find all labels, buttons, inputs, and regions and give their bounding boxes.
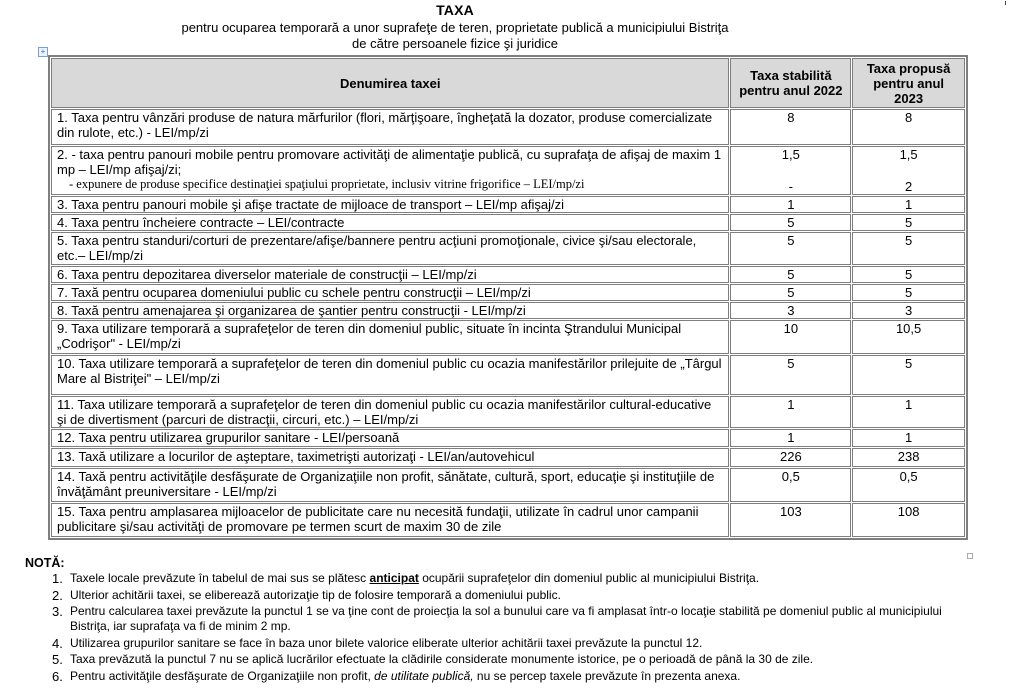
table-row (51, 429, 965, 447)
row-rate-2022: 5 (730, 214, 851, 231)
note-text: Pentru activităţile desfăşurate de Organizaţiile non profit, (70, 668, 375, 683)
table-header-row (51, 58, 965, 108)
row-rate-2023-sub: 2 (905, 179, 913, 194)
table-row (51, 468, 965, 502)
header-rate-2022: Taxa stabilită pentru anul 2022 (730, 58, 851, 108)
row-rate-2023: 108 (852, 503, 965, 537)
row-name: 10. Taxa utilizare temporară a suprafeţelor de teren din domeniul public cu ocazia manifestărilor prilejuite de „Târgul Mare al Bistriţei" – LEI/mp/zi (51, 355, 729, 395)
table-row (51, 448, 965, 467)
row-name: 1. Taxa pentru vânzări produse de natura mărfurilor (flori, mărţişoare, îngheţată la dozator, produse comercializate din rulote, etc.) - LEI/mp/zi (51, 109, 729, 145)
row-name: 15. Taxa pentru amplasarea mijloacelor de publicitate care nu necesită fundaţii, utilizate în cadrul unor campanii publicitare şi/sau activităţi de promovare pe termen scurt de maxim 30 de zile (51, 503, 729, 537)
row-rate-2022: 1 (730, 396, 851, 428)
row-rate-2023: 1 (852, 196, 965, 213)
note-text: Ulterior achitării taxei, se eliberează autorizaţie tip de folosire temporară a domeniului public. (70, 587, 561, 602)
note-number: 6. (52, 668, 63, 684)
row-name: 7. Taxă pentru ocuparea domeniului public cu schele pentru construcţii – LEI/mp/zi (51, 284, 729, 301)
row-rate-2022: 5 (730, 266, 851, 283)
note-number: 2. (52, 587, 63, 603)
note-number: 1. (52, 571, 63, 586)
row-rate-2023-main: 1,5 (899, 147, 918, 162)
row-rate-2022-main: 1,5 (781, 147, 800, 162)
row-name: 6. Taxa pentru depozitarea diverselor materiale de construcţii – LEI/mp/zi (51, 266, 729, 283)
row-rate-2022: 10 (730, 320, 851, 354)
row-rate-2023: 5 (852, 355, 965, 395)
row-rate-2022: 5 (730, 284, 851, 301)
row-rate-2023: 1 (852, 396, 965, 428)
row-name: 3. Taxa pentru panouri mobile şi afişe tractate de mijloace de transport – LEI/mp afişaj/zi (51, 196, 729, 213)
table-row (51, 232, 965, 265)
header-name: Denumirea taxei (51, 58, 729, 108)
row-rate-2022: 8 (730, 109, 851, 145)
row-rate-2023: 238 (852, 448, 965, 467)
row-rate-2022: 1 (730, 196, 851, 213)
note-text: nu se percep taxele prevăzute în prezenta anexa. (473, 668, 741, 683)
row-name (51, 146, 729, 195)
note-text: Taxa prevăzută la punctul 7 nu se aplică lucrărilor efectuate la clădirile considerate monumente istorice, pe o perioadă de până la 30 de zile. (70, 652, 814, 666)
row-name: 13. Taxă utilizare a locurilor de aşteptare, taximetrişti autorizaţi - LEI/an/autovehicul (51, 448, 729, 467)
row-rate-2022: 5 (730, 232, 851, 265)
row-rate-2022: 5 (730, 355, 851, 395)
table-resize-handle-icon[interactable] (967, 553, 973, 559)
row-name: 14. Taxă pentru activităţile desfăşurate de Organizaţiile non profit, sănătate, cultură, sport, educaţie şi instituţiile de învăţământ preuniversitare - LEI/mp/zi (51, 468, 729, 502)
row-name: 12. Taxa pentru utilizarea grupurilor sanitare - LEI/persoană (51, 429, 729, 447)
header-rate-2023: Taxa propusă pentru anul 2023 (852, 58, 965, 108)
note-item (52, 636, 1012, 651)
row-rate-2023: 3 (852, 302, 965, 319)
table-row (51, 396, 965, 428)
document-title: TAXA (436, 2, 474, 18)
row-rate-2023: 5 (852, 232, 965, 265)
note-text: Utilizarea grupurilor sanitare se face în baza unor bilete valorice eliberate ulterior achitării taxei prevăzute la punctul 12. (70, 635, 703, 650)
row-rate-2023: 5 (852, 266, 965, 283)
row-name: 5. Taxa pentru standuri/corturi de prezentare/afişe/bannere pentru acţiuni promoţionale, civice şi/sau electorale, etc.– LEI/mp/zi (51, 232, 729, 265)
note-number: 4. (52, 635, 63, 651)
table-move-handle-icon[interactable]: + (38, 47, 48, 57)
note-text: Pentru calcularea taxei prevăzute la punctul 1 se va ţine cont de proiecţia la sol a bunului care va fi amplasat într-o locaţie stabilită pe domeniul public al municipiului Bistriţa, iar suprafaţa va fi de minim 2 mp. (70, 604, 942, 633)
note-text: Taxele locale prevăzute în tabelul de mai sus se plătesc (70, 571, 370, 585)
row-rate-2023: 0,5 (852, 468, 965, 502)
page-corner-mark (1005, 1, 1006, 5)
row-name: 11. Taxa utilizare temporară a suprafeţelor de teren din domeniul public cu ocazia manifestărilor cultural-educative şi de divertisment (parcuri de distracţii, circuri, etc.) – LEI/mp/zi (51, 396, 729, 428)
row-rate-2022: 226 (730, 448, 851, 467)
row-name-sub: - expunere de produse specifice destinaţiei spaţiului proprietate, inclusiv vitrine frigorifice – LEI/mp/zi (69, 177, 585, 191)
row-rate-2022 (730, 146, 851, 195)
table-row (51, 214, 965, 231)
note-item (52, 604, 1012, 634)
table-row (51, 266, 965, 283)
row-rate-2022: 1 (730, 429, 851, 447)
table-row (51, 302, 965, 319)
row-rate-2023: 8 (852, 109, 965, 145)
row-rate-2023: 1 (852, 429, 965, 447)
document-subtitle-line2: de către persoanele fizice şi juridice (352, 36, 558, 51)
row-rate-2023: 5 (852, 214, 965, 231)
table-row (51, 146, 965, 195)
note-item (52, 669, 1012, 684)
table-row (51, 320, 965, 354)
notes-title: NOTĂ: (25, 556, 65, 570)
note-item (52, 652, 1012, 667)
row-name: 4. Taxa pentru încheiere contracte – LEI/contracte (51, 214, 729, 231)
note-text: ocupării suprafeţelor din domeniul public al municipiului Bistriţa. (418, 571, 760, 585)
table-row (51, 196, 965, 213)
table-row (51, 284, 965, 301)
table-row (51, 503, 965, 537)
table-row (51, 109, 965, 145)
row-rate-2023 (852, 146, 965, 195)
row-name: 9. Taxa utilizare temporară a suprafeţelor de teren din domeniul public, situate în incinta Ştrandului Municipal „Codrişor" - LEI/mp/zi (51, 320, 729, 354)
note-item (52, 571, 1012, 586)
row-rate-2023: 10,5 (852, 320, 965, 354)
table-row (51, 355, 965, 395)
note-emphasis: de utilitate publică, (374, 668, 474, 683)
row-name: 8. Taxă pentru amenajarea şi organizarea de şantier pentru construcţii - LEI/mp/zi (51, 302, 729, 319)
document-subtitle-line1: pentru ocuparea temporară a unor suprafeţe de teren, proprietate publică a municipiului Bistriţa (181, 20, 729, 35)
row-rate-2022-sub: - (788, 179, 794, 194)
note-item (52, 588, 1012, 603)
row-rate-2022: 0,5 (730, 468, 851, 502)
note-number: 5. (52, 652, 63, 667)
note-emphasis: anticipat (369, 571, 419, 585)
note-number: 3. (52, 604, 63, 619)
notes-list (52, 571, 1012, 685)
row-rate-2023: 5 (852, 284, 965, 301)
row-rate-2022: 3 (730, 302, 851, 319)
row-name-main: 2. - taxa pentru panouri mobile pentru promovare activităţi de alimentaţie publică, cu suprafaţa de afişaj de maxim 1 mp – LEI/mp afişaj/zi; (57, 147, 722, 177)
row-rate-2022: 103 (730, 503, 851, 537)
tax-table (48, 55, 968, 540)
